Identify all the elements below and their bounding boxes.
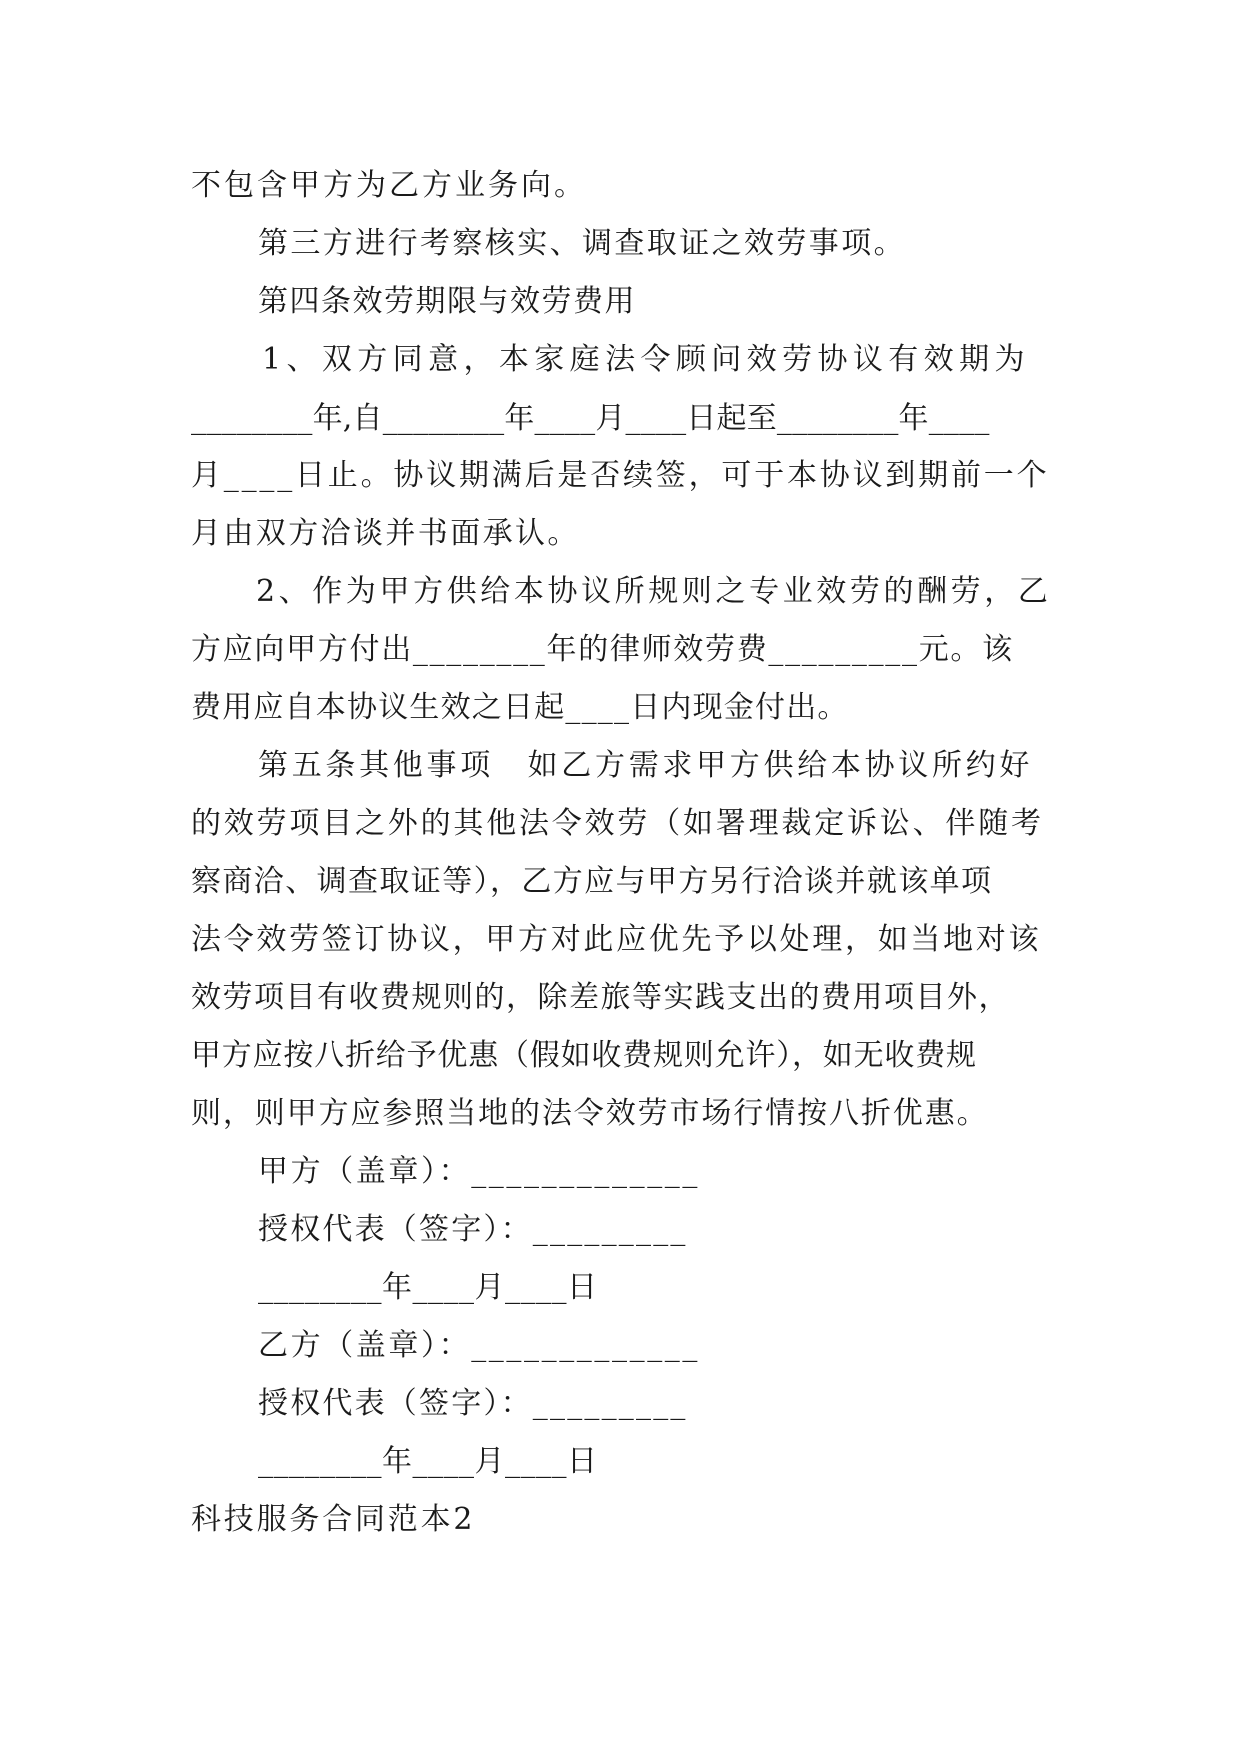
text-line: 则，则甲方应参照当地的法令效劳市场行情按八折优惠。	[191, 1096, 989, 1131]
signature-representative-a: 授权代表（签字）：_________	[258, 1212, 688, 1247]
signature-date-b: ________年____月____日	[258, 1444, 598, 1479]
text-line: 法令效劳签订协议，甲方对此应优先予以处理，如当地对该	[191, 922, 1042, 957]
section-heading: 第四条效劳期限与效劳费用	[258, 284, 636, 319]
signature-party-b: 乙方（盖章）：_____________	[258, 1328, 700, 1363]
text-line: 第三方进行考察核实、调查取证之效劳事项。	[258, 226, 906, 261]
text-line: 不包含甲方为乙方业务向。	[191, 168, 587, 203]
text-line: 甲方应按八折给予优惠（假如收费规则允许），如无收费规	[191, 1038, 977, 1073]
signature-representative-b: 授权代表（签字）：_________	[258, 1386, 688, 1421]
text-line: 月____日止。协议期满后是否续签，可于本协议到期前一个	[191, 458, 1050, 493]
text-line: 费用应自本协议生效之日起____日内现金付出。	[191, 690, 849, 725]
text-line: 月由双方洽谈并书面承认。	[191, 516, 580, 551]
document-title: 科技服务合同范本2	[191, 1502, 476, 1537]
signature-date-a: ________年____月____日	[258, 1270, 598, 1305]
text-line: 察商洽、调查取证等），乙方应与甲方另行洽谈并就该单项	[191, 864, 993, 899]
text-line: 的效劳项目之外的其他法令效劳（如署理裁定诉讼、伴随考	[191, 806, 1044, 841]
text-line: 1、双方同意，本家庭法令顾问效劳协议有效期为	[262, 342, 1030, 377]
section-heading: 第五条其他事项 如乙方需求甲方供给本协议所约好	[258, 748, 1034, 783]
text-line: 2、作为甲方供给本协议所规则之专业效劳的酬劳，乙	[256, 574, 1052, 609]
text-line: 效劳项目有收费规则的，除差旅等实践支出的费用项目外，	[191, 980, 1010, 1015]
signature-party-a: 甲方（盖章）：_____________	[258, 1154, 700, 1189]
text-line: 方应向甲方付出________年的律师效劳费_________元。该	[191, 632, 1014, 667]
text-line: ________年,自________年____月____日起至________年____	[191, 401, 990, 436]
